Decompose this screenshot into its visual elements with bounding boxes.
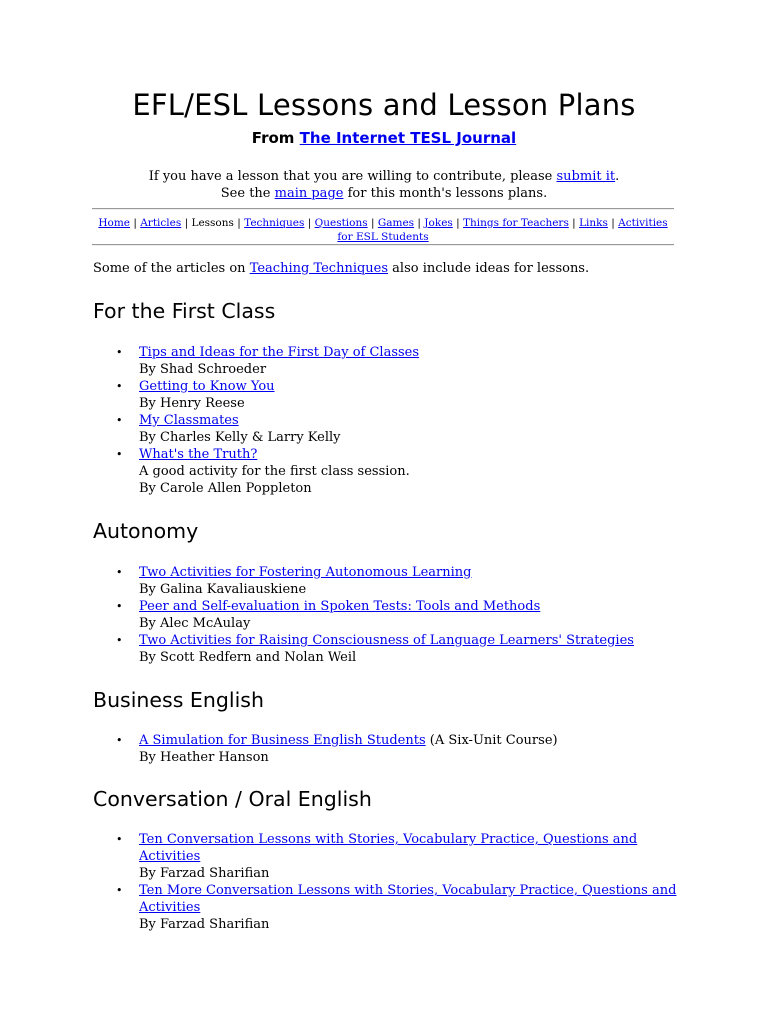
nav-separator: | [130,217,141,229]
nav-separator: | [304,217,315,229]
lesson-link[interactable]: What's the Truth? [139,447,258,462]
list-item [93,412,693,446]
nav-lessons-current: Lessons [191,217,234,229]
intro-line-2-suffix: for this month's lessons plans. [343,186,548,201]
list-item [93,831,693,882]
intro-line-2-text: See the [220,186,275,201]
lesson-link[interactable]: Getting to Know You [139,379,275,394]
intro-text [0,168,768,202]
first-class-list [93,344,693,497]
nav-techniques[interactable]: Techniques [244,217,305,229]
techniques-note [93,261,693,276]
from-line [0,129,768,147]
lesson-link-line-1[interactable]: Ten More Conversation Lessons with Stories, Vocabulary Practice, Questions and [139,883,677,898]
journal-link[interactable]: The Internet TESL Journal [299,129,517,147]
lesson-link-line-1[interactable]: Ten Conversation Lessons with Stories, Vocabulary Practice, Questions and [139,832,638,847]
lesson-link[interactable]: Peer and Self-evaluation in Spoken Tests: Tools and Methods [139,599,541,614]
bullet: • [116,833,123,846]
lesson-author: By Scott Redfern and Nolan Weil [139,650,357,665]
lesson-author: By Farzad Sharifian [139,866,270,881]
lesson-course-note: (A Six-Unit Course) [425,733,558,748]
lesson-author: By Henry Reese [139,396,245,411]
list-item [93,632,693,666]
nav-separator: | [181,217,192,229]
bullet: • [116,448,123,461]
list-item [93,732,693,766]
list-item [93,882,693,933]
bullet: • [116,346,123,359]
teaching-techniques-link[interactable]: Teaching Techniques [249,261,389,276]
nav-home[interactable]: Home [98,217,130,229]
nav-separator: | [568,217,580,229]
business-english-list [93,732,693,766]
intro-line-2 [0,185,768,202]
lesson-title-line [139,732,693,749]
lesson-description: A good activity for the first class session. [139,464,410,479]
nav-divider-top [92,208,674,210]
nav-separator: | [607,217,619,229]
submit-link[interactable]: submit it [556,169,616,184]
nav-activities-for-esl-students[interactable]: Activities for ESL Students [337,217,668,243]
section-heading-business-english: Business English [93,688,264,712]
section-heading-conversation: Conversation / Oral English [93,787,372,811]
lesson-link-line-2[interactable]: Activities [139,900,201,915]
lesson-link[interactable]: My Classmates [139,413,239,428]
lesson-author: By Galina Kavaliauskiene [139,582,307,597]
list-item [93,446,693,497]
bullet: • [116,414,123,427]
list-item [93,598,693,632]
intro-line-1 [0,168,768,185]
lesson-link[interactable]: Two Activities for Raising Consciousness of Language Learners' Strategies [139,633,634,648]
nav-separator: | [452,217,464,229]
note-prefix: Some of the articles on [93,261,250,276]
section-heading-autonomy: Autonomy [93,519,199,543]
lesson-link[interactable]: Tips and Ideas for the First Day of Classes [139,345,420,360]
section-heading-first-class: For the First Class [93,299,276,323]
lesson-link[interactable]: A Simulation for Business English Students [139,733,426,748]
nav-jokes[interactable]: Jokes [424,217,453,229]
bullet: • [116,734,123,747]
lesson-author: By Heather Hanson [139,750,269,765]
page-title: EFL/ESL Lessons and Lesson Plans [132,88,636,122]
lesson-author: By Charles Kelly & Larry Kelly [139,430,341,445]
from-prefix: From [251,129,295,147]
nav-separator: | [414,217,425,229]
intro-line-1-text: If you have a lesson that you are willing to contribute, please [148,169,557,184]
nav-questions[interactable]: Questions [314,217,368,229]
list-item [93,344,693,378]
intro-line-1-suffix: . [615,169,620,184]
nav-games[interactable]: Games [377,217,415,229]
lesson-author: By Farzad Sharifian [139,917,270,932]
conversation-list [93,831,693,933]
nav-separator: | [367,217,378,229]
nav-divider-bottom [92,244,674,246]
bullet: • [116,600,123,613]
nav-articles[interactable]: Articles [140,217,182,229]
bullet: • [116,634,123,647]
nav-things-for-teachers[interactable]: Things for Teachers [463,217,569,229]
lesson-author: By Alec McAulay [139,616,251,631]
lesson-author: By Carole Allen Poppleton [139,481,312,496]
main-page-link[interactable]: main page [274,186,344,201]
bullet: • [116,380,123,393]
note-suffix: also include ideas for lessons. [388,261,590,276]
top-navigation [92,216,674,244]
list-item [93,378,693,412]
nav-separator: | [233,217,245,229]
list-item [93,564,693,598]
bullet: • [116,884,123,897]
bullet: • [116,566,123,579]
lesson-author: By Shad Schroeder [139,362,267,377]
lesson-link-line-2[interactable]: Activities [139,849,201,864]
nav-links[interactable]: Links [579,217,608,229]
lesson-link[interactable]: Two Activities for Fostering Autonomous Learning [139,565,472,580]
autonomy-list [93,564,693,666]
